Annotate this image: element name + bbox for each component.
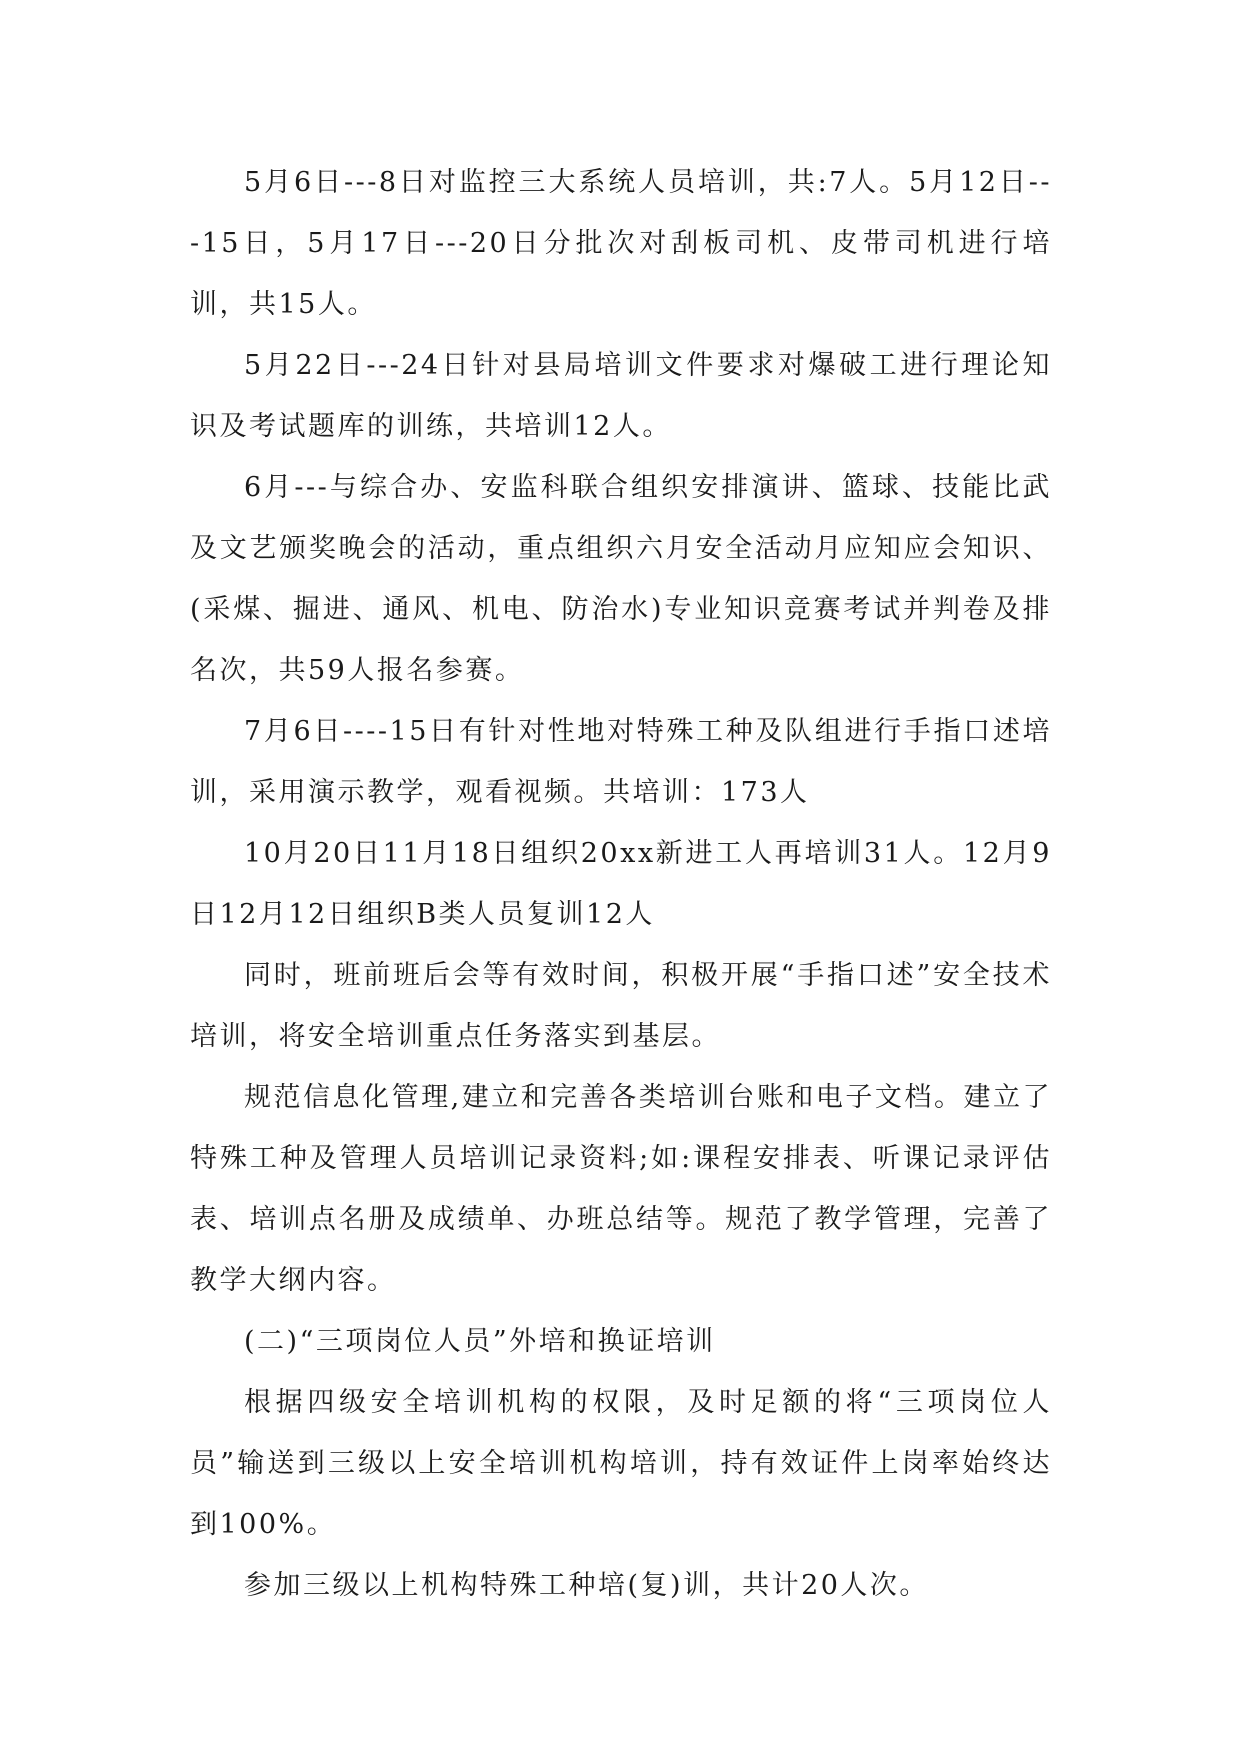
paragraph-blasting-training: 5月22日---24日针对县局培训文件要求对爆破工进行理论知识及考试题库的训练，共培训12人。 (190, 350, 1052, 442)
paragraph-new-worker-training: 10月20日11月18日组织20xx新进工人再培训31人。12月9日12月12日组织B类人员复训12人 (190, 838, 1052, 930)
paragraph-shift-meeting-training: 同时，班前班后会等有效时间，积极开展“手指口述”安全技术培训，将安全培训重点任务落实到基层。 (190, 960, 1052, 1052)
paragraph-information-management: 规范信息化管理,建立和完善各类培训台账和电子文档。建立了特殊工种及管理人员培训记录资料;如:课程安排表、听课记录评估表、培训点名册及成绩单、办班总结等。规范了教学管理，完善了教学大纲内容。 (190, 1082, 1052, 1296)
paragraph-special-trades-count: 参加三级以上机构特殊工种培(复)训，共计20人次。 (244, 1570, 929, 1601)
paragraph-monitoring-training: 5月6日---8日对监控三大系统人员培训，共:7人。5月12日---15日，5月17日---20日分批次对刮板司机、皮带司机进行培训，共15人。 (190, 167, 1052, 320)
paragraph-july-training: 7月6日----15日有针对性地对特殊工种及队组进行手指口述培训，采用演示教学，观看视频。共培训：173人 (190, 716, 1052, 808)
section-heading-three-positions: (二)“三项岗位人员”外培和换证培训 (244, 1326, 716, 1357)
document-body (190, 152, 1052, 1616)
paragraph-june-activities: 6月---与综合办、安监科联合组织安排演讲、篮球、技能比武及文艺颁奖晚会的活动，重点组织六月安全活动月应知应会知识、(采煤、掘进、通风、机电、防治水)专业知识竞赛考试并判卷及排名次，共59人报名参赛。 (190, 472, 1052, 686)
paragraph-external-training: 根据四级安全培训机构的权限，及时足额的将“三项岗位人员”输送到三级以上安全培训机构培训，持有效证件上岗率始终达到100%。 (190, 1387, 1052, 1540)
